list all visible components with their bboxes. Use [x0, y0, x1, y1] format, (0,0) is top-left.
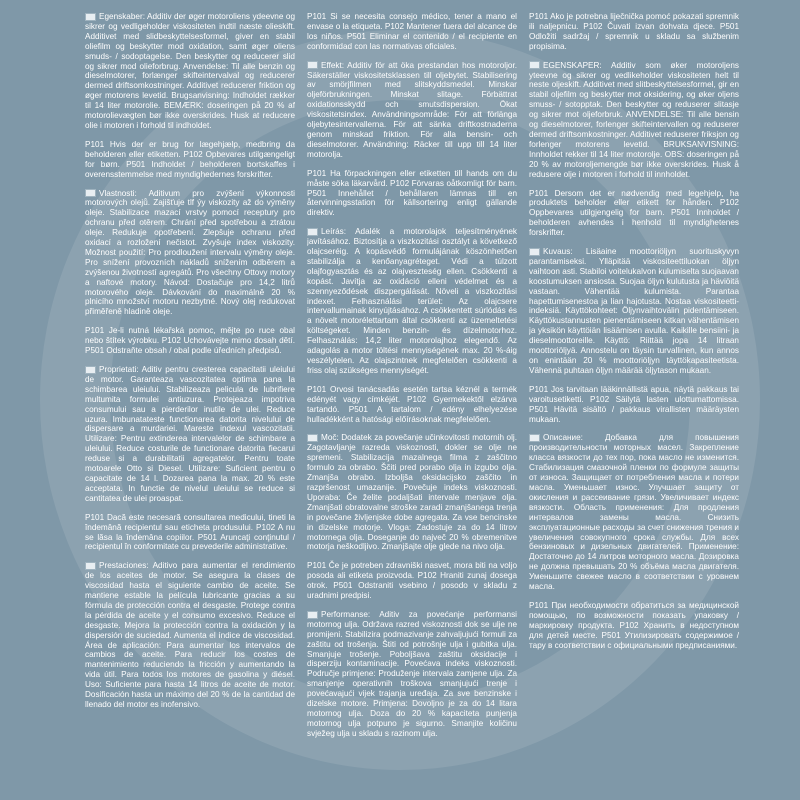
country-flag-icon [85, 13, 96, 21]
safety-statement-block [85, 140, 295, 180]
safety-statement-block [85, 513, 295, 553]
block-text: P101 Je-li nutná lékařská pomoc, mějte po ruce obal nebo štítek výrobku. P102 Uchovávejte mimo dosah dětí. P501 Odstraňte obsah / obal podle úředních předpisů. [85, 326, 295, 356]
safety-statement-block [85, 326, 295, 356]
block-text: Vlastnosti: Aditivum pro zvýšení výkonnosti motorových olejů. Zajišťuje tlf ýy viskozity až do výměny oleje. Stabilizace mazací vrstvy pomocí receptury pro ochranu před otěrem. Chrání před spotřebou a ztrátou oleje. Redukuje opotřebení. Zlepšuje ochranu před oxidací a rozložení nečistot. Zvyšuje index viskozity. Možnost použití: Pro prodloužení intervalu výměny oleje. Pro snížení provozních nákladů snížením odběrem a zvýšenou životností agregátů. Pro všechny Ottovy motory a naftové motory. Návod: Dostačuje pro 14,2 litrů motorového oleje. Dávkování do maximálně 20 % plnicího množství motoru nezbytné. Nový olej redukovat přiměřeně hladině oleje. [85, 188, 295, 317]
block-text: P101 Si se necesita consejo médico, tener a mano el envase o la etiqueta. P102 Mantener fuera del alcance de los niños. P501 Eliminar el contenido / el recipiente en conformidad con las normativas oficiales. [307, 12, 517, 51]
product-description-block [85, 12, 295, 131]
product-description-block [307, 433, 517, 552]
block-text: P101 Ako je potrebna liječnička pomoć pokazati spremnik ili naljepnicu. P102 Čuvati izvan dohvata djece. P501 Odložiti sadržaj / spremnik u skladu sa službenim propisima. [529, 12, 739, 51]
block-text: P101 Hvis der er brug for lægehjælp, medbring da beholderen eller etiketten. P102 Opbevares utilgængeligt for børn. P501 Indholdet / beholderen bortskaffes i overensstemmelse med myndighedernes forskrifter. [85, 139, 295, 179]
country-flag-icon [529, 61, 540, 69]
safety-statement-block [529, 189, 739, 239]
block-text: P101 При необходимости обратиться за медицинской помощью, по возможности показать упаковку / маркировку продукта. P102 Хранить в недоступном для детей месте. P501 Утилизировать содержимое / тару в соответствии с официальными предписаниями. [529, 600, 739, 650]
label-columns [85, 12, 739, 792]
country-flag-icon [85, 189, 96, 197]
block-text: Effekt: Additiv för att öka prestandan hos motoroljor. Säkerställer viskositetsklassen till oljebytet. Stabilisering av smörjfilmen med slitskyddsmedel. Minskar oljeförbrukningen. Minskat slitage. Förbättrat oxidationsskydd och smutsdispersion. Ökat viskositetsindex. Användningsområde: För att förlänga oljebytesintervallerna. För att sänka driftkostnaderna genom minskad friktion. För alla bensin- och dieselmotorer. Användning: Räcker till upp till 14 liter motorolja. [307, 60, 517, 159]
block-text: Prestaciones: Aditivo para aumentar el rendimiento de los aceites de motor. Se asegura la clases de viscosidad hasta el siguiente cambio de aceite. Se mantiene estable la película lubricante gracias a su fórmula de protección contra el desgaste. Protege contra la pérdida de aceite y el consumo excesivo. Reduce el desgaste. Mejora la protección contra la oxidación y la dispersión de suciedad. Aumenta el índice de viscosidad. Área de aplicación: Para aumentar los intervalos de cambios de aceite. Para reducir los costes de mantenimiento reduciendo la fricción y aumentando la vida útil. Para todos los motores de gasolina y diésel. Uso: Suficiente para hasta 14 litros de aceite de motor. Dosificación hasta un máximo del 20 % de la cantidad de llenado del motor es inofensivo. [85, 561, 295, 709]
block-text: Leírás: Adalék a motorolajok teljesítményének javításához. Biztosítja a viszkozitási osztályt a következő olajcseréig. A kopásvédő formulájának köszönhetően stabilizálja a kenőanyagréteget. Védi a túlzott olajfogyasztás és az olajveszteség ellen. Csökkenti a kopást. Javítja az oxidáció elleni védelmet és a szennyeződések diszpergálását. Növeli a viszkozitási indexet. Felhasználási terület: Az olajcsere intervallumainak kinyújtásához. A csökkentett súrlódás és a növelt motorélettartam által csökkenti az üzemeltetési költségeket. Minden benzin- és dízelmotorhoz. Felhasználás: 14,2 liter motorolajhoz elegendő. Az adagolás a motor töltési mennyiségének max. 20 %-áig veszélytelen. Az olajszintnek megfelelően csökkenti a friss olaj szükséges mennyiségét. [307, 227, 517, 375]
country-flag-icon [307, 434, 318, 442]
block-text: Proprietati: Aditiv pentru cresterea capacitatii uleiului de motor. Garanteaza vascozitatea optima pana la schimbarea uleiului. Stabilizeaza pelicula de lubrifiere multumita formulei antiuzura. Protejeaza impotriva consumului sau a pierderilor inutile de ulei. Reduce uzura. Imbunatateste functionarea datorita nivelului de dispersare a murdariei. Mareste indexul vascozitatii. Utilizare: Pentru extinderea intervalelor de schimbare a uleiului. Reduce costurile de functionare datorita fiecarui reduse si a durabilitatii agregatelor. Pentru toate motoarele Otto si Diesel. Utilizare: Suficient pentru o capacitate de 14 l. Dozarea pana la max. 20 % este acceptata. In functie de nivelul uleiului se reduce si cantitatea de ulei proaspat. [85, 365, 295, 503]
safety-statement-block [529, 12, 739, 52]
block-text: P101 Ha förpackningen eller etiketten till hands om du måste söka läkarvård. P102 Förvaras oåtkomligt för barn. P501 Innehållet / behållaren lämnas till en återvinningsstation för källsortering enligt gällande direktiv. [307, 168, 517, 218]
block-text: P101 Orvosi tanácsadás esetén tartsa kéznél a termék edényét vagy címkéjét. P102 Gyermekektől elzárva tartandó. P501 A tartalom / edény elhelyezése hulladékként a hatósági előírásoknak megfelelően. [307, 384, 517, 424]
product-description-block [529, 247, 739, 376]
safety-statement-block [307, 12, 517, 52]
product-description-block [307, 227, 517, 376]
column-1 [85, 12, 295, 792]
product-description-block [307, 61, 517, 160]
safety-statement-block [529, 385, 739, 425]
block-text: P101 Jos tarvitaan lääkinnällistä apua, näytä pakkaus tai varoitusetiketti. P102 Säilytä lasten ulottumattomissa. P501 Hävitä sisältö / pakkaus virallisten määräysten mukaan. [529, 384, 739, 424]
product-description-block [85, 365, 295, 504]
country-flag-icon [529, 248, 540, 256]
product-description-block [529, 61, 739, 180]
column-3 [529, 12, 739, 792]
country-flag-icon [85, 366, 96, 374]
block-text: Описание: Добавка для повышения производительности моторных масел. Закрепление класса вязкости до тех пор, пока масло не изменится. Стабилизация смазочной пленки по формуле защиты от износа. Защищает от потребления масла и потери масла. Уменьшает износ. Улучшает защиту от окисления и рассеивание грязи. Увеличивает индекс вязкости. Область применения: Для продления интервалов замены масла. Снизить эксплуатационные расходы за счет снижения трения и увеличения совокупного срока службы. Для всех бензиновых и дизельных двигателей. Применение: Достаточно до 14 литров моторного масла. Дозировка не должна превышать 20 % объёма масла двигателя. Уменьшите свежее масло в соответствии с уровнем масла. [529, 433, 739, 592]
product-description-block [85, 189, 295, 318]
country-flag-icon [307, 611, 318, 619]
block-text: Moč: Dodatek za povečanje učinkovitosti motornih olj. Zagotavljanje razreda viskoznosti, dokler se olje ne spremeni. Stabilizacija mazalnega filma z zaščitno formulo za obrabo. Ščiti pred porabo olja in izgubo olja. Zmanjša obrabo. Izboljša oksidacijsko zaščito in razpršenost umazanije. Povečuje indeks viskoznosti. Uporaba: Če želite podaljšati intervale menjave olja. Zmanjšati obratovalne stroške zaradi zmanjšanega trenja in povečane življenjske dobe agregata. Za vse bencinske in dizelske motorje. Vloga: Zadostuje za do 14 litrov motornega olja. Doseganje do največ 20 % obremenitve motorja neškodljivo. Zmanjšajte olje glede na nivo olja. [307, 433, 517, 552]
country-flag-icon [529, 434, 540, 442]
block-text: EGENSKAPER: Additiv som øker motoroljens yteevne og sikrer og vedlikeholder viskositeten helt til neste oljeskift. Additivet med slitbeskyttelsesformel, gir en stabil oljefilm og beskytter mot oksidering, og øker oljens smuss- / sotopptak. Den beskytter og reduserer slitasje og sikrer mot oljeforbruk. ANVENDELSE: Til alle bensin og dieselmotorer, forlenger skifteintervallen og reduserer dermed driftsomkostninger. Additivet reduserer friksjon og forlenger motorens levetid. BRUKSANVISNING: Innholdet rekker til 14 liter motorolje. OBS: doseringen på 20 % av motoroljemengde bør ikke overskrides. Husk å redusere olje i motoren i forhold til innholdet. [529, 60, 739, 179]
product-description-block [85, 561, 295, 710]
block-text: Performanse: Aditiv za povećanje performansi motornog ulja. Održava razred viskoznosti dok se ulje ne promijeni. Stabilizira podmazivanje zahvaljujući formuli za zaštitu od trošenja. Štiti od potrošnje ulja i gubitka ulja. Smanjuje trošenje. Poboljšava zaštitu oksidacije i disperziju kontaminacije. Povećava indeks viskoznosti. Područje primjene: Produženje intervala zamjene ulja. Za smanjenje operativnih troškova smanjujući trenje i povećavajući vijek trajanja uređaja. Za sve benzinske i dizelske motore. Primjena: Dovoljno je za do 14 litara motornog ulja. Doza do 20 % kapaciteta punjenja motornog ulja potpuno je sigurno. Smanjite količinu svježeg ulja u skladu s razinom ulja. [307, 609, 517, 738]
country-flag-icon [307, 61, 318, 69]
safety-statement-block [529, 601, 739, 651]
block-text: Kuvaus: Lisäaine moottoriöljyn suorituskyvyn parantamiseksi. Ylläpitää viskositeettiluokan öljyn vaihtoon asti. Stabiloi voitelukalvon kulumiselta suojaavan koostumuksen ansiosta. Suojaa öljyn kulutusta ja häviöitä vastaan. Vähentää kulumista. Parantaa hapettumisenestoa ja lian hajotusta. Nostaa viskositeetti-indeksiä. Käyttökohteet: Öljynvaihtovälin pidentämiseen. Käyttökustannusten pienentämiseen kitkan vähentämisen ja yksikön käyttöiän lisäämisen avulla. Kaikille bensiini- ja dieselmoottoreille. Käyttö: Riittää jopa 14 litraan moottoriöljyä. Annostelu on täysin turvallinen, kun annos on enintään 20 % moottoriöljyn täyttökapasiteetista. Vähennä puhtaan öljyn määrää öljytason mukaan. [529, 247, 739, 375]
country-flag-icon [307, 228, 318, 236]
safety-statement-block [307, 169, 517, 219]
safety-statement-block [307, 561, 517, 601]
country-flag-icon [85, 562, 96, 570]
block-text: P101 Če je potreben zdravniški nasvet, mora biti na voljo posoda ali etiketa proizvoda. P102 Hraniti zunaj dosega otrok. P501 Odstraniti vsebino / posodo v skladu z uradnimi predpisi. [307, 561, 517, 601]
block-text: P101 Dacă este necesară consultarea medicului, tineti la îndemână recipientul sau eticheta produsului. P102 A nu se lăsa la îndemâna copiilor. P501 Aruncaţi conţinutul / recipientul în conformitate cu prevederile administrative. [85, 512, 295, 552]
safety-statement-block [307, 385, 517, 425]
block-text: Egenskaber: Additiv der øger motoroliens ydeevne og sikrer og vedligeholder viskositeten indtil næste olieskift. Additivet med slidbeskyttelsesformel, giver en stabil oliefilm og beskytter mod oxidation, samt øger oliens smuds- / sodoptagelse. Den beskytter og reducerer slid og sikrer mod olieforbrug. Anvendelse: Til alle benzin og dieselmotorer, forlænger skifteintervalval og reducerer dermed driftsomkostninger. Additivet reducerer friktion og øger motorens levetid. Brugsanvisning: Indholdet rækker til 14 liter motorolie. BEMÆRK: doseringen på 20 % af motorolievægten bør ikke overskrides. Husk at reducere olie i motoren i forhold til indholdet. [85, 12, 295, 130]
block-text: P101 Dersom det er nødvendig med legehjelp, ha produktets beholder eller etikett for hånden. P102 Oppbevares utilgjengelig for barn. P501 Innholdet / beholderen avhendes i henhold til myndighetenes forskrifter. [529, 188, 739, 238]
product-description-block [529, 433, 739, 592]
column-2 [307, 12, 517, 792]
product-description-block [307, 610, 517, 739]
